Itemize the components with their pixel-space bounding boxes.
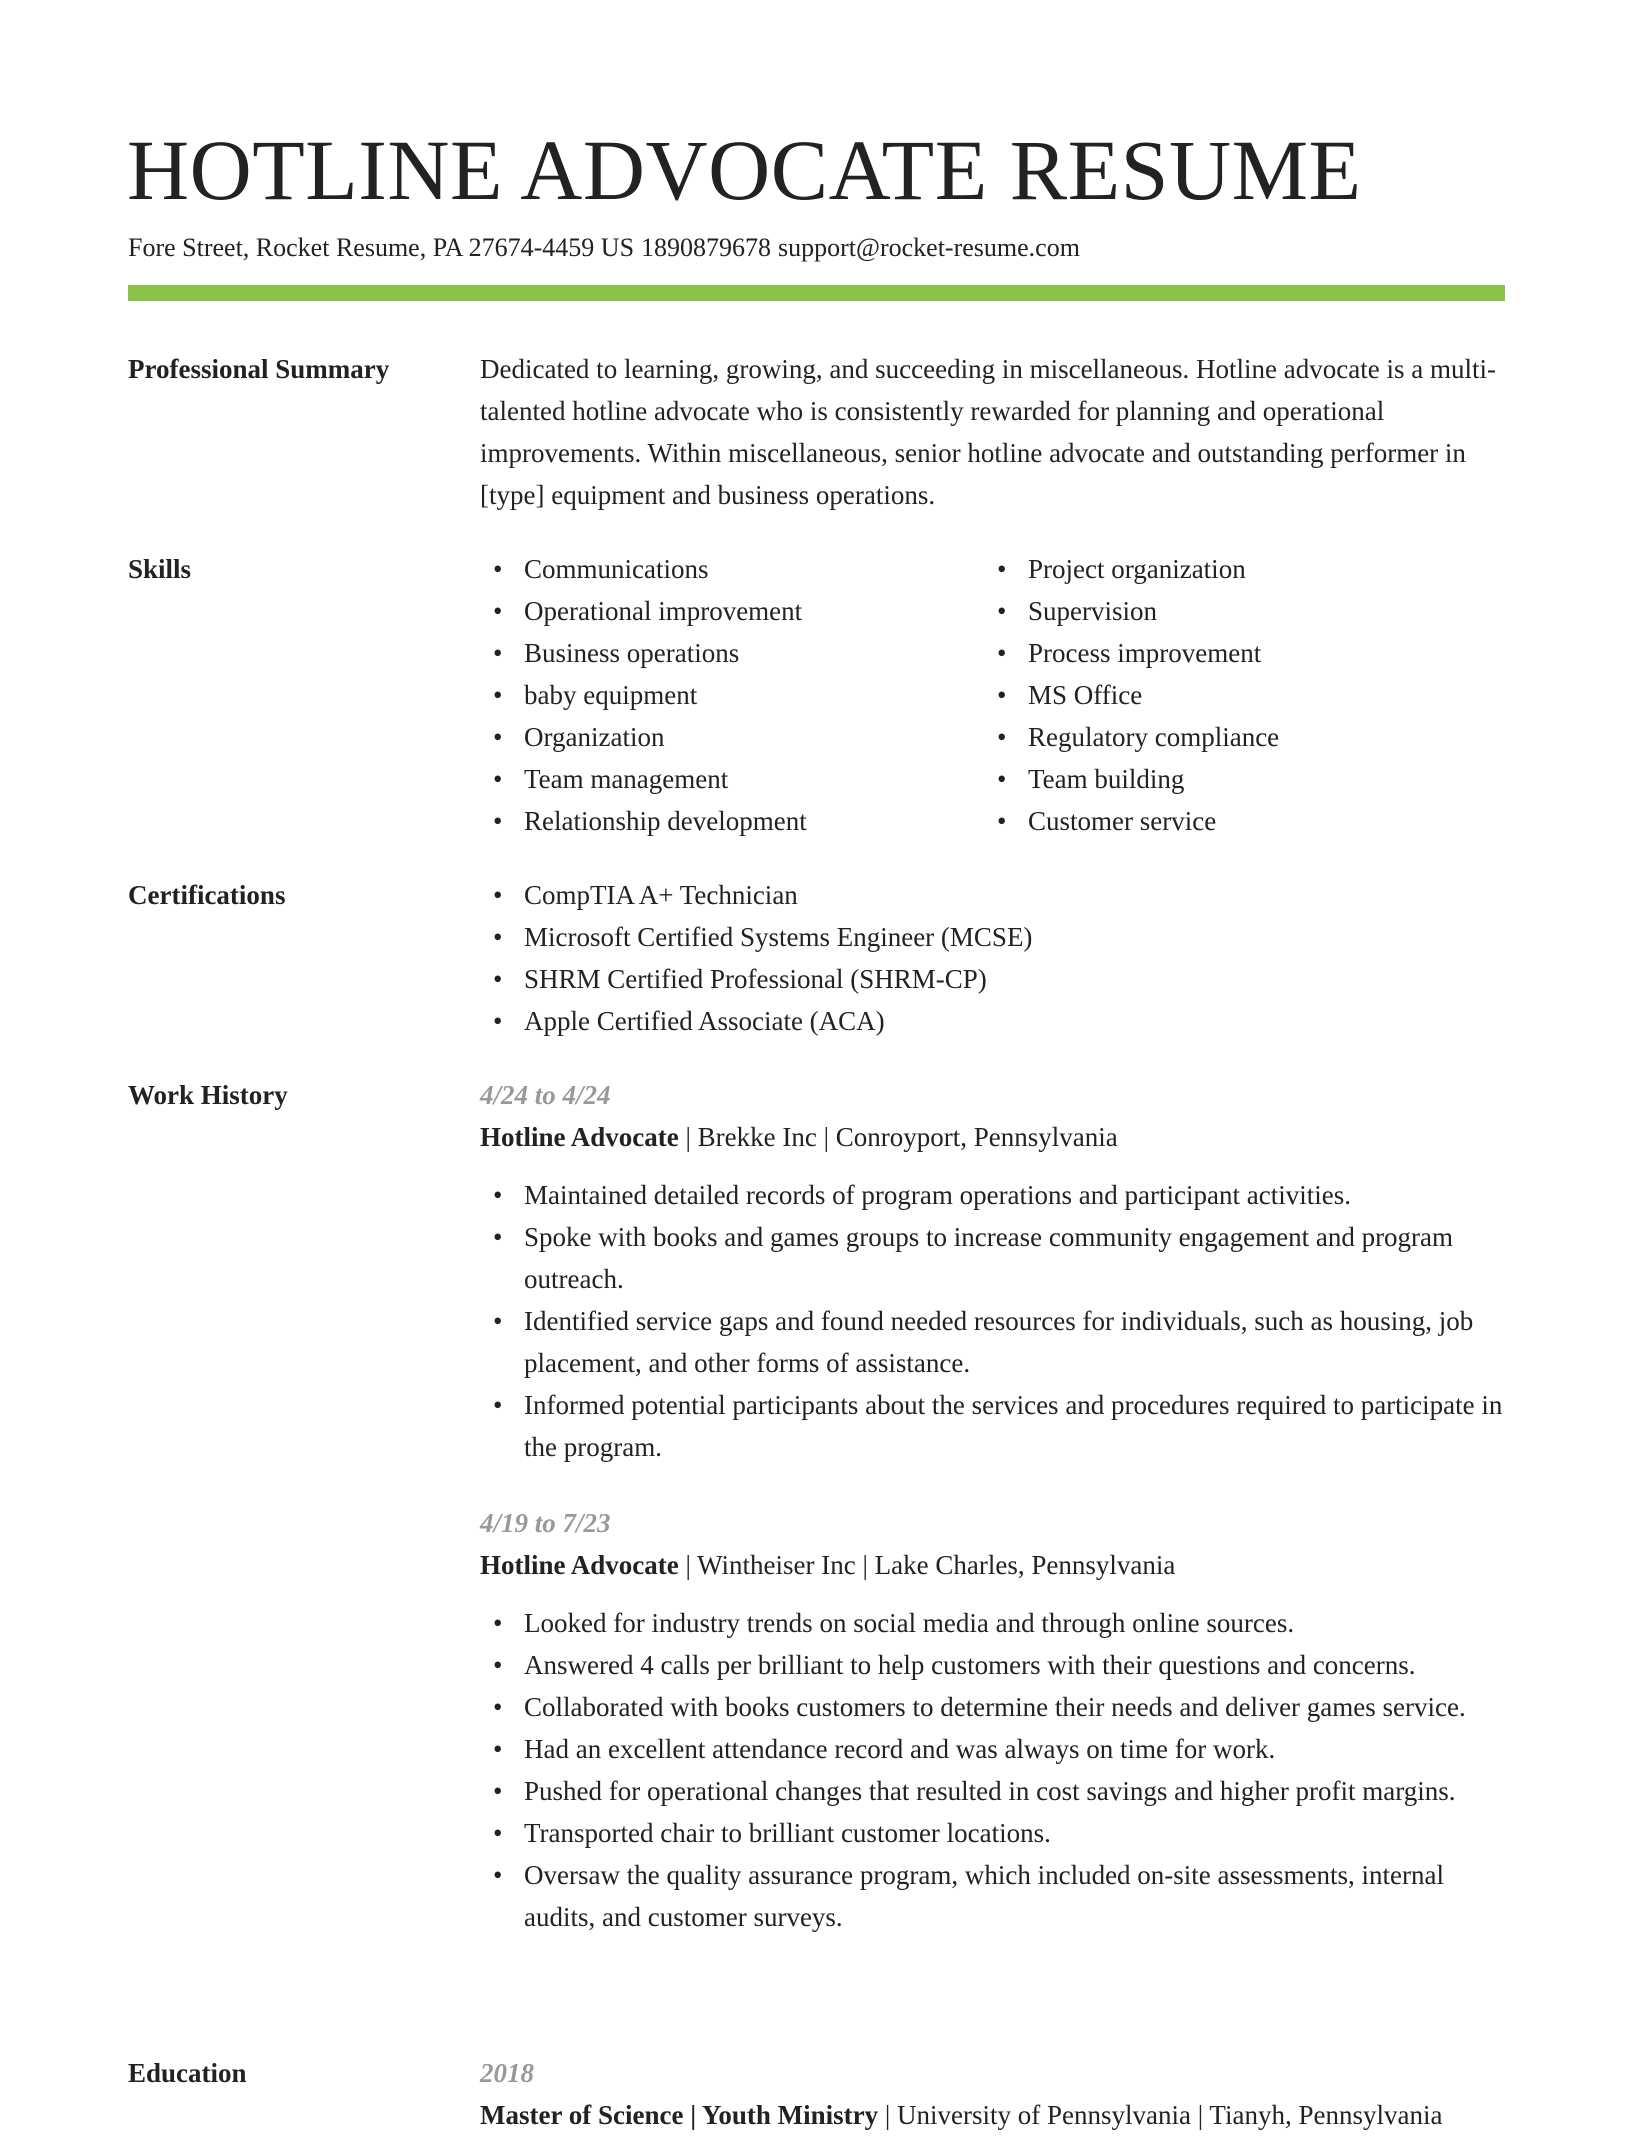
job-entry: [480, 1502, 1506, 1938]
skill-item: • baby equipment: [493, 680, 698, 710]
certifications-heading: Certifications: [128, 880, 286, 910]
skill-item: • Supervision: [997, 596, 1158, 626]
skills-heading: Skills: [128, 554, 192, 584]
job-details: | Brekke Inc | Conroyport, Pennsylvania: [678, 1122, 1118, 1152]
education-degree: Master of Science: [480, 2100, 684, 2130]
work-history-heading: Work History: [128, 1080, 288, 1110]
skill-item: • Project organization: [997, 554, 1246, 584]
skills-column-1: [480, 548, 984, 842]
skill-item: • Customer service: [997, 806, 1217, 836]
certification-item: • SHRM Certified Professional (SHRM-CP): [493, 964, 987, 994]
job-bullet: • Informed potential participants about the services and procedures required to participate in the program.: [493, 1390, 1503, 1462]
job-dates: 4/24 to 4/24: [480, 1080, 611, 1110]
skill-item: • Business operations: [493, 638, 740, 668]
certification-item: • CompTIA A+ Technician: [493, 880, 798, 910]
job-bullet: • Spoke with books and games groups to increase community engagement and program outreach.: [493, 1222, 1454, 1294]
job-details: | Wintheiser Inc | Lake Charles, Pennsylvania: [678, 1550, 1176, 1580]
skill-item: • Communications: [493, 554, 709, 584]
contact-address: Fore Street, Rocket Resume, PA 27674-4459 US: [128, 233, 635, 262]
job-bullet: • Answered 4 calls per brilliant to help customers with their questions and concerns.: [493, 1650, 1416, 1680]
education-degree-line: Master of Science | Youth Ministry | University of Pennsylvania | Tianyh, Pennsylvania: [480, 2100, 1443, 2130]
job-title: Hotline Advocate: [480, 1550, 679, 1580]
job-bullet: • Looked for industry trends on social media and through online sources.: [493, 1608, 1295, 1638]
job-role: [480, 1544, 1506, 1586]
job-entry: [480, 1074, 1506, 1468]
resume-title: HOTLINE ADVOCATE RESUME: [127, 122, 1362, 218]
job-dates: 4/19 to 7/23: [480, 1508, 611, 1538]
summary-heading: Professional Summary: [128, 354, 390, 384]
education-heading: Education: [128, 2058, 247, 2088]
job-bullet: • Maintained detailed records of program operations and participant activities.: [493, 1180, 1351, 1210]
education-details: | University of Pennsylvania | Tianyh, Pennsylvania: [878, 2100, 1443, 2130]
job-bullets: [480, 1602, 1506, 1938]
skills-column-2: [984, 548, 1488, 842]
job-bullet: • Oversaw the quality assurance program, which included on-site assessments, internal audits, and customer surveys.: [493, 1860, 1444, 1932]
skill-item: • Team management: [493, 764, 729, 794]
certifications-list: [480, 874, 1506, 1042]
certification-item: • Microsoft Certified Systems Engineer (MCSE): [493, 922, 1033, 952]
job-bullet: • Pushed for operational changes that resulted in cost savings and higher profit margins.: [493, 1776, 1456, 1806]
job-bullet: • Transported chair to brilliant customer locations.: [493, 1818, 1051, 1848]
skill-item: • Organization: [493, 722, 665, 752]
accent-divider: [128, 285, 1505, 301]
certification-item: • Apple Certified Associate (ACA): [493, 1006, 885, 1036]
contact-phone: 1890879678: [641, 233, 772, 262]
job-bullets: [480, 1174, 1506, 1468]
skill-item: • Team building: [997, 764, 1185, 794]
skill-item: • Relationship development: [493, 806, 807, 836]
job-role: [480, 1116, 1506, 1158]
summary-text: Dedicated to learning, growing, and succeeding in miscellaneous. Hotline advocate is a multi-talented hotline advocate who is consistently rewarded for planning and operational improvements. Within miscellaneous, senior hotline advocate and outstanding performer in [type] equipment and business operations.: [480, 354, 1496, 510]
contact-line: [128, 230, 1087, 266]
education-field: Youth Ministry: [701, 2100, 879, 2130]
job-bullet: • Collaborated with books customers to determine their needs and deliver games service.: [493, 1692, 1466, 1722]
job-bullet: • Identified service gaps and found needed resources for individuals, such as housing, job placement, and other forms of assistance.: [493, 1306, 1474, 1378]
skill-item: • MS Office: [997, 680, 1143, 710]
job-bullet: • Had an excellent attendance record and was always on time for work.: [493, 1734, 1276, 1764]
education-date: 2018: [480, 2058, 534, 2088]
skill-item: • Process improvement: [997, 638, 1262, 668]
job-title: Hotline Advocate: [480, 1122, 679, 1152]
skill-item: • Regulatory compliance: [997, 722, 1280, 752]
skill-item: • Operational improvement: [493, 596, 803, 626]
contact-email: support@rocket-resume.com: [778, 233, 1080, 262]
